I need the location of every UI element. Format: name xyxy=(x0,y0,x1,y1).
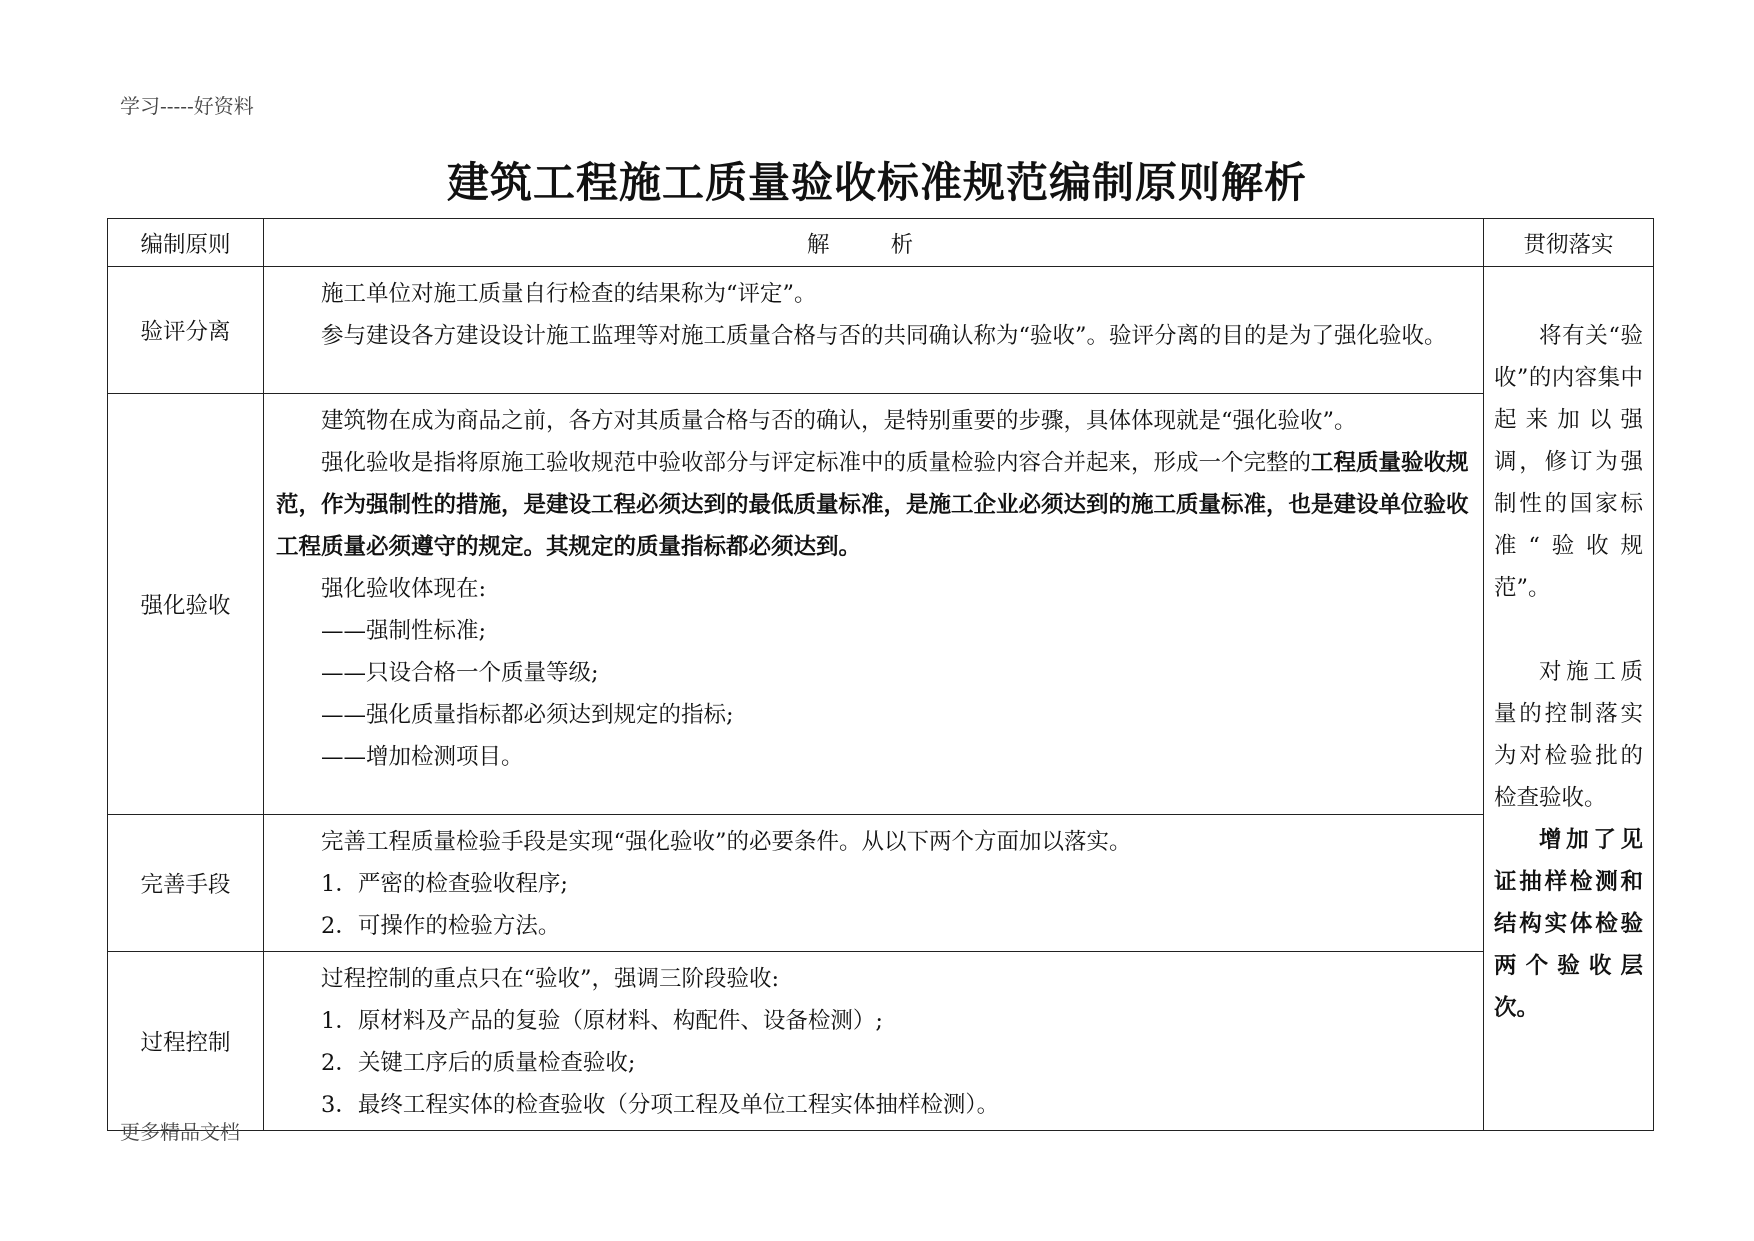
analysis-paragraph xyxy=(276,442,1471,568)
analysis-text: 强化验收是指将原施工验收规范中验收部分与评定标准中的质量检验内容合并起来，形成一个完整的 xyxy=(321,450,1312,476)
table-row xyxy=(108,952,1654,1131)
list-item: 3．最终工程实体的检查验收（分项工程及单位工程实体抽样检测）。 xyxy=(321,1092,1000,1118)
analysis-paragraph: 施工单位对施工质量自行检查的结果称为“评定”。 xyxy=(321,281,817,307)
analysis-paragraph: 建筑物在成为商品之前，各方对其质量合格与否的确认，是特别重要的步骤，具体体现就是“强化验收”。 xyxy=(321,408,1357,434)
analysis-paragraph: 强化验收体现在: xyxy=(321,576,487,602)
analysis-cell xyxy=(264,815,1484,952)
header-principle: 编制原则 xyxy=(108,219,264,267)
footer-note: 更多精品文档 xyxy=(120,1120,240,1144)
principles-table xyxy=(107,218,1654,1131)
analysis-cell xyxy=(264,267,1484,394)
analysis-cell xyxy=(264,394,1484,815)
list-item: 2．可操作的检验方法。 xyxy=(321,913,561,939)
table-row xyxy=(108,267,1654,394)
list-item: 1．严密的检查验收程序; xyxy=(321,871,568,897)
list-item: 1．原材料及产品的复验（原材料、构配件、设备检测）; xyxy=(321,1008,883,1034)
list-item: 2．关键工序后的质量检查验收; xyxy=(321,1050,636,1076)
implementation-paragraph-bold: 增加了见证抽样检测和结构实体检验两个验收层次。 xyxy=(1494,827,1643,1021)
list-item: ——增加检测项目。 xyxy=(321,744,524,770)
principle-cell: 验评分离 xyxy=(108,267,264,394)
table-row xyxy=(108,815,1654,952)
analysis-cell xyxy=(264,952,1484,1131)
header-analysis: 解 析 xyxy=(264,219,1484,267)
document-title: 建筑工程施工质量验收标准规范编制原则解析 xyxy=(446,158,1307,207)
analysis-paragraph: 过程控制的重点只在“验收”，强调三阶段验收: xyxy=(321,966,780,992)
table-header-row xyxy=(108,219,1654,267)
list-item: ——强化质量指标都必须达到规定的指标; xyxy=(321,702,734,728)
implementation-paragraph: 将有关“验收”的内容集中起来加以强调，修订为强制性的国家标准“验收规范”。 xyxy=(1494,323,1643,601)
analysis-paragraph: 完善工程质量检验手段是实现“强化验收”的必要条件。从以下两个方面加以落实。 xyxy=(321,829,1132,855)
analysis-text-bold: 工程质量验收规范，作为强制性的措施，是建设工程必须达到的最低质量标准，是施工企业必须达到的施工质量标准，也是建设单位验收工程质量必须遵守的规定。其规定的质量指标都必须达到。 xyxy=(276,450,1469,560)
list-item: ——只设合格一个质量等级; xyxy=(321,660,599,686)
implementation-cell xyxy=(1484,267,1654,1131)
header-note: 学习-----好资料 xyxy=(120,94,254,118)
header-implementation: 贯彻落实 xyxy=(1484,219,1654,267)
principle-cell: 过程控制 xyxy=(108,952,264,1131)
implementation-paragraph: 对施工质量的控制落实为对检验批的检查验收。 xyxy=(1494,659,1643,811)
table-row xyxy=(108,394,1654,815)
list-item: ——强制性标准; xyxy=(321,618,487,644)
principle-cell: 完善手段 xyxy=(108,815,264,952)
analysis-paragraph: 参与建设各方建设设计施工监理等对施工质量合格与否的共同确认称为“验收”。验评分离的目的是为了强化验收。 xyxy=(321,323,1447,349)
principle-cell: 强化验收 xyxy=(108,394,264,815)
